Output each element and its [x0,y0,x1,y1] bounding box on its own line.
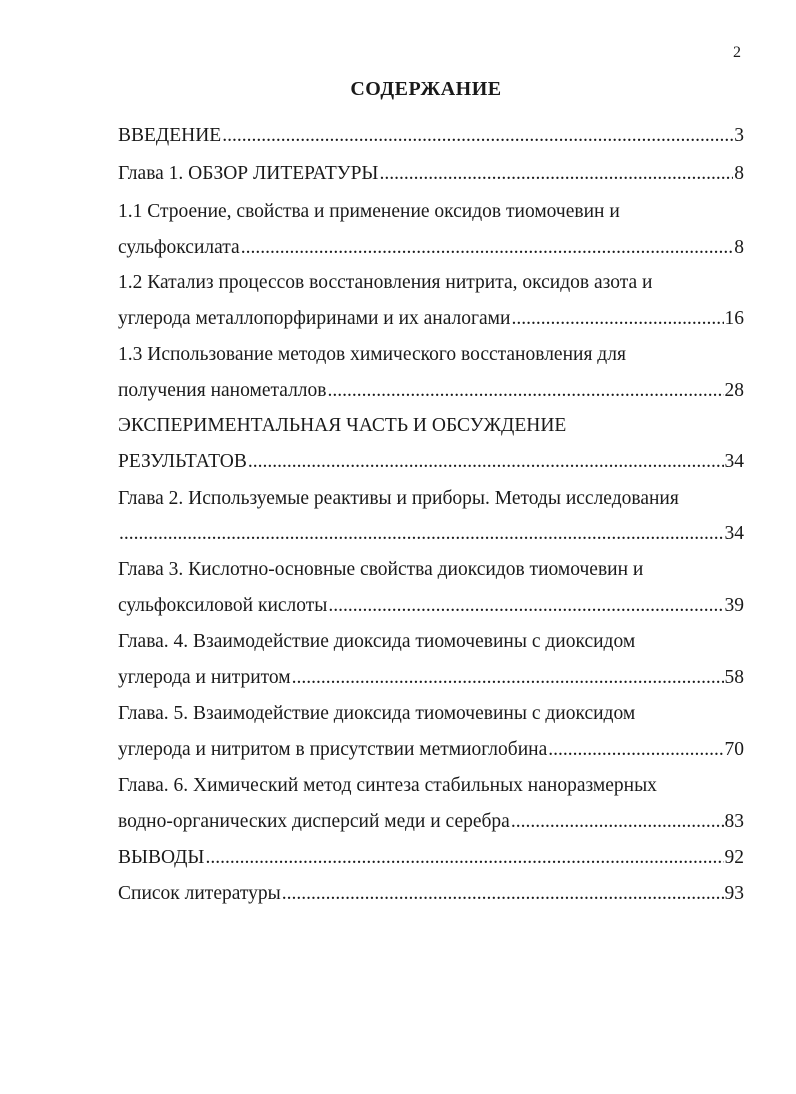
toc-entry-chapter-2-line1[interactable] [118,487,758,511]
toc-entry-text: Глава. 5. Взаимодействие диоксида тиомочевины с диоксидом [118,703,636,724]
toc-entry-page: 3 [734,125,744,146]
toc-entry-text: ВЫВОДЫ [118,847,205,868]
toc-entry-chapter-1[interactable] [118,162,744,186]
dot-leader [328,594,723,618]
toc-entry-text: 1.1 Строение, свойства и применение оксидов тиомочевин и [118,201,620,222]
toc-entry-text: Глава 2. Используемые реактивы и приборы. Методы исследования [118,488,679,509]
toc-entry-text: получения нанометаллов [118,380,327,401]
toc-entry-chapter-3-line1[interactable] [118,558,758,582]
toc-entry-experimental-line1[interactable] [118,414,758,438]
dot-leader [241,236,734,260]
dot-leader [379,162,733,186]
toc-entry-page: 83 [724,811,744,832]
toc-entry-experimental[interactable] [118,450,744,474]
toc-entry-section-1-2[interactable] [118,307,744,331]
page-number: 2 [733,44,741,61]
dot-leader [328,379,724,403]
toc-entry-section-1-2-line1[interactable] [118,271,758,295]
toc-entry-text: Список литературы [118,883,281,904]
dot-leader [205,846,723,870]
toc-entry-conclusions[interactable] [118,846,744,870]
toc-entry-text: ЭКСПЕРИМЕНТАЛЬНАЯ ЧАСТЬ И ОБСУЖДЕНИЕ [118,415,567,436]
toc-entry-text: углерода и нитритом [118,667,291,688]
toc-entry-page: 8 [734,237,744,258]
dot-leader [282,882,724,906]
toc-entry-text: углерода металлопорфиринами и их аналогами [118,308,511,329]
toc-entry-section-1-1-line1[interactable] [118,200,758,224]
toc-entry-text: углерода и нитритом в присутствии метмиоглобина [118,739,548,760]
toc-entry-chapter-4[interactable] [118,666,744,690]
toc-entry-text: Глава. 6. Химический метод синтеза стабильных наноразмерных [118,775,657,796]
toc-entry-page: 70 [724,739,744,760]
toc-entry-text: Глава. 4. Взаимодействие диоксида тиомочевины с диоксидом [118,631,636,652]
toc-entry-page: 28 [724,380,744,401]
toc-entry-page: 8 [734,163,744,184]
toc-entry-section-1-3-line1[interactable] [118,343,758,367]
toc-entry-text: РЕЗУЛЬТАТОВ [118,451,247,472]
toc-entry-chapter-5[interactable] [118,738,744,762]
toc-entry-introduction[interactable] [118,124,744,148]
toc-entry-chapter-2[interactable] [118,522,744,546]
dot-leader [292,666,724,690]
dot-leader [511,307,723,331]
toc-entry-page: 16 [724,308,744,329]
dot-leader [548,738,723,762]
toc-entry-section-1-3[interactable] [118,379,744,403]
toc-entry-page: 58 [724,667,744,688]
toc-entry-text: ВВЕДЕНИЕ [118,125,222,146]
dot-leader [119,522,724,546]
toc-entry-references[interactable] [118,882,744,906]
dot-leader [248,450,724,474]
toc-entry-chapter-5-line1[interactable] [118,702,758,726]
toc-entry-page: 93 [724,883,744,904]
toc-entry-section-1-1[interactable] [118,236,744,260]
toc-entry-text: Глава 1. ОБЗОР ЛИТЕРАТУРЫ [118,163,379,184]
dot-leader [511,810,724,834]
toc-entry-page: 34 [724,523,744,544]
page-title: СОДЕРЖАНИЕ [350,78,502,100]
toc-entry-chapter-6-line1[interactable] [118,774,758,798]
toc-entry-text: сульфоксиловой кислоты [118,595,328,616]
toc-entry-text: сульфоксилата [118,237,240,258]
toc-entry-text: водно-органических дисперсий меди и серебра [118,811,510,832]
toc-entry-text: Глава 3. Кислотно-основные свойства диоксидов тиомочевин и [118,559,644,580]
dot-leader [222,124,733,148]
toc-entry-page: 39 [724,595,744,616]
toc-entry-text: 1.2 Катализ процессов восстановления нитрита, оксидов азота и [118,272,653,293]
toc-entry-chapter-6[interactable] [118,810,744,834]
toc-entry-text: 1.3 Использование методов химического восстановления для [118,344,626,365]
toc-entry-chapter-4-line1[interactable] [118,630,758,654]
toc-entry-chapter-3[interactable] [118,594,744,618]
toc-entry-page: 92 [724,847,744,868]
toc-entry-page: 34 [724,451,744,472]
